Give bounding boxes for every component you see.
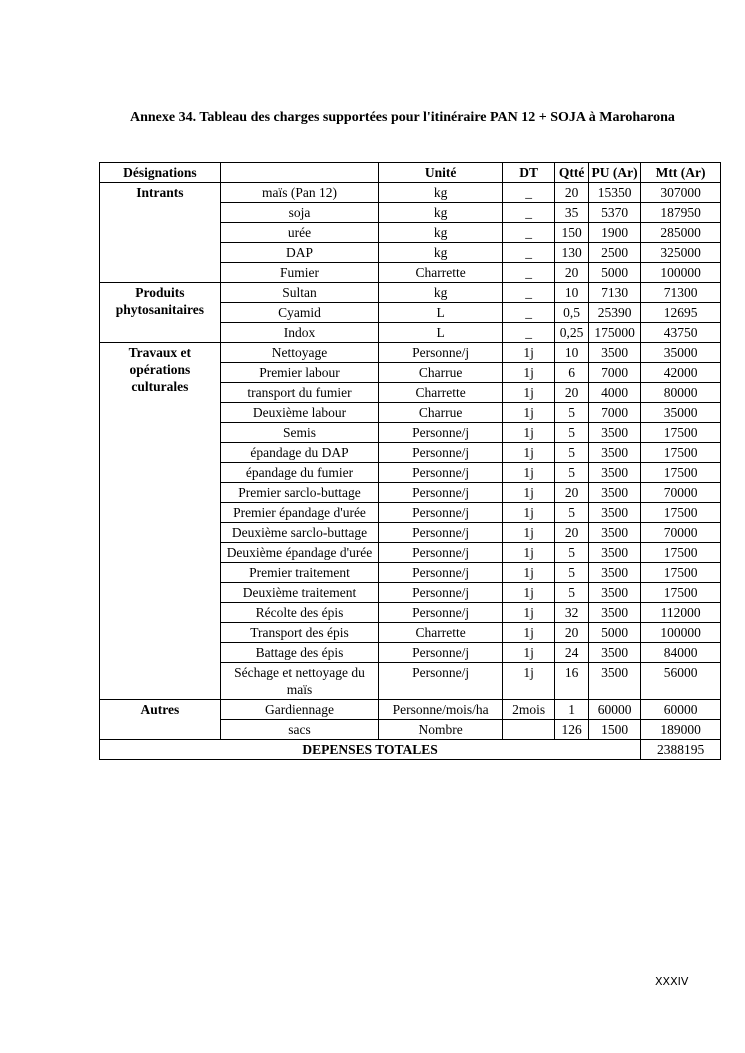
mtt-cell: 42000 [641,363,721,383]
qtte-cell: 32 [555,603,589,623]
mtt-cell: 17500 [641,423,721,443]
item-cell: Nettoyage [220,343,379,363]
item-cell: urée [220,223,379,243]
item-cell: Sultan [220,283,379,303]
dt-cell: 1j [503,583,555,603]
unite-cell: Personne/j [379,503,503,523]
pu-cell: 1900 [588,223,640,243]
qtte-cell: 0,25 [555,323,589,343]
item-cell: Deuxième sarclo-buttage [220,523,379,543]
mtt-cell: 35000 [641,343,721,363]
item-cell: Premier traitement [220,563,379,583]
pu-cell: 3500 [588,483,640,503]
pu-cell: 175000 [588,323,640,343]
qtte-cell: 5 [555,583,589,603]
header-pu: PU (Ar) [588,163,640,183]
page-number: XXXIV [655,975,689,988]
qtte-cell: 20 [555,263,589,283]
category-cell: Travaux et opérations culturales [100,343,221,700]
qtte-cell: 130 [555,243,589,263]
charges-table [99,162,721,760]
mtt-cell: 71300 [641,283,721,303]
item-cell: Battage des épis [220,643,379,663]
unite-cell: Personne/j [379,563,503,583]
dt-cell [503,720,555,740]
mtt-cell: 12695 [641,303,721,323]
dt-cell: 1j [503,423,555,443]
header-dt: DT [503,163,555,183]
unite-cell: Personne/j [379,663,503,700]
qtte-cell: 20 [555,623,589,643]
qtte-cell: 6 [555,363,589,383]
pu-cell: 3500 [588,523,640,543]
qtte-cell: 24 [555,643,589,663]
mtt-cell: 187950 [641,203,721,223]
item-cell: Transport des épis [220,623,379,643]
item-cell: Fumier [220,263,379,283]
qtte-cell: 5 [555,443,589,463]
qtte-cell: 5 [555,543,589,563]
total-row [100,740,721,760]
pu-cell: 3500 [588,503,640,523]
pu-cell: 4000 [588,383,640,403]
mtt-cell: 43750 [641,323,721,343]
pu-cell: 7000 [588,363,640,383]
dt-cell: 1j [503,603,555,623]
mtt-cell: 17500 [641,583,721,603]
dt-cell: _ [503,223,555,243]
dt-cell: _ [503,243,555,263]
unite-cell: Personne/j [379,463,503,483]
mtt-cell: 84000 [641,643,721,663]
unite-cell: Personne/j [379,603,503,623]
dt-cell: 1j [503,523,555,543]
mtt-cell: 100000 [641,623,721,643]
unite-cell: Personne/j [379,443,503,463]
total-value: 2388195 [641,740,721,760]
mtt-cell: 17500 [641,463,721,483]
qtte-cell: 20 [555,183,589,203]
dt-cell: 1j [503,403,555,423]
unite-cell: L [379,303,503,323]
qtte-cell: 0,5 [555,303,589,323]
pu-cell: 3500 [588,663,640,700]
qtte-cell: 1 [555,700,589,720]
item-cell: Premier labour [220,363,379,383]
pu-cell: 7000 [588,403,640,423]
unite-cell: Charrue [379,403,503,423]
qtte-cell: 20 [555,483,589,503]
dt-cell: _ [503,323,555,343]
pu-cell: 5000 [588,623,640,643]
mtt-cell: 70000 [641,523,721,543]
header-designations: Désignations [100,163,221,183]
mtt-cell: 80000 [641,383,721,403]
qtte-cell: 35 [555,203,589,223]
item-cell: Gardiennage [220,700,379,720]
mtt-cell: 60000 [641,700,721,720]
unite-cell: Personne/j [379,343,503,363]
pu-cell: 3500 [588,423,640,443]
pu-cell: 3500 [588,343,640,363]
table-row [100,700,721,720]
unite-cell: Charrette [379,383,503,403]
unite-cell: Personne/j [379,423,503,443]
item-cell: Premier sarclo-buttage [220,483,379,503]
pu-cell: 5000 [588,263,640,283]
pu-cell: 15350 [588,183,640,203]
table-row [100,183,721,203]
mtt-cell: 112000 [641,603,721,623]
unite-cell: Personne/j [379,483,503,503]
dt-cell: 1j [503,503,555,523]
pu-cell: 3500 [588,583,640,603]
mtt-cell: 307000 [641,183,721,203]
table-body [100,183,721,740]
unite-cell: Nombre [379,720,503,740]
pu-cell: 3500 [588,643,640,663]
pu-cell: 5370 [588,203,640,223]
unite-cell: kg [379,223,503,243]
unite-cell: Personne/j [379,523,503,543]
dt-cell: _ [503,203,555,223]
header-mtt: Mtt (Ar) [641,163,721,183]
pu-cell: 3500 [588,543,640,563]
dt-cell: 1j [503,563,555,583]
unite-cell: kg [379,283,503,303]
mtt-cell: 189000 [641,720,721,740]
dt-cell: 1j [503,463,555,483]
pu-cell: 3500 [588,563,640,583]
pu-cell: 7130 [588,283,640,303]
qtte-cell: 150 [555,223,589,243]
pu-cell: 3500 [588,443,640,463]
mtt-cell: 35000 [641,403,721,423]
qtte-cell: 126 [555,720,589,740]
category-cell: Autres [100,700,221,740]
table-caption: Annexe 34. Tableau des charges supportées pour l'itinéraire PAN 12 + SOJA à Maroharona [130,110,675,125]
table-row [100,343,721,363]
unite-cell: Personne/j [379,543,503,563]
dt-cell: 1j [503,663,555,700]
pu-cell: 1500 [588,720,640,740]
dt-cell: _ [503,183,555,203]
mtt-cell: 56000 [641,663,721,700]
mtt-cell: 17500 [641,443,721,463]
item-cell: Séchage et nettoyage du maïs [220,663,379,700]
mtt-cell: 70000 [641,483,721,503]
item-cell: Semis [220,423,379,443]
qtte-cell: 5 [555,403,589,423]
qtte-cell: 5 [555,563,589,583]
item-cell: maïs (Pan 12) [220,183,379,203]
dt-cell: 1j [503,363,555,383]
unite-cell: Charrette [379,623,503,643]
item-cell: Deuxième labour [220,403,379,423]
dt-cell: 1j [503,383,555,403]
item-cell: Récolte des épis [220,603,379,623]
item-cell: Deuxième épandage d'urée [220,543,379,563]
header-item [220,163,379,183]
item-cell: Deuxième traitement [220,583,379,603]
qtte-cell: 20 [555,523,589,543]
dt-cell: 1j [503,483,555,503]
qtte-cell: 10 [555,343,589,363]
dt-cell: _ [503,283,555,303]
dt-cell: _ [503,263,555,283]
item-cell: transport du fumier [220,383,379,403]
dt-cell: 1j [503,343,555,363]
pu-cell: 2500 [588,243,640,263]
pu-cell: 25390 [588,303,640,323]
mtt-cell: 100000 [641,263,721,283]
header-qtte: Qtté [555,163,589,183]
item-cell: DAP [220,243,379,263]
mtt-cell: 17500 [641,543,721,563]
table-row [100,283,721,303]
dt-cell: 1j [503,623,555,643]
unite-cell: Personne/mois/ha [379,700,503,720]
item-cell: Cyamid [220,303,379,323]
qtte-cell: 5 [555,423,589,443]
pu-cell: 3500 [588,463,640,483]
mtt-cell: 17500 [641,503,721,523]
unite-cell: kg [379,203,503,223]
unite-cell: Charrue [379,363,503,383]
category-cell: Produits phytosanitaires [100,283,221,343]
header-unite: Unité [379,163,503,183]
dt-cell: 1j [503,643,555,663]
category-cell: Intrants [100,183,221,283]
qtte-cell: 5 [555,503,589,523]
header-row [100,163,721,183]
item-cell: Indox [220,323,379,343]
unite-cell: Personne/j [379,583,503,603]
unite-cell: kg [379,183,503,203]
mtt-cell: 325000 [641,243,721,263]
unite-cell: Charrette [379,263,503,283]
unite-cell: Personne/j [379,643,503,663]
dt-cell: _ [503,303,555,323]
unite-cell: kg [379,243,503,263]
dt-cell: 1j [503,543,555,563]
item-cell: Premier épandage d'urée [220,503,379,523]
pu-cell: 3500 [588,603,640,623]
qtte-cell: 16 [555,663,589,700]
pu-cell: 60000 [588,700,640,720]
item-cell: soja [220,203,379,223]
qtte-cell: 20 [555,383,589,403]
item-cell: épandage du fumier [220,463,379,483]
unite-cell: L [379,323,503,343]
dt-cell: 2mois [503,700,555,720]
qtte-cell: 5 [555,463,589,483]
mtt-cell: 285000 [641,223,721,243]
item-cell: sacs [220,720,379,740]
qtte-cell: 10 [555,283,589,303]
dt-cell: 1j [503,443,555,463]
item-cell: épandage du DAP [220,443,379,463]
total-label: DEPENSES TOTALES [100,740,641,760]
mtt-cell: 17500 [641,563,721,583]
